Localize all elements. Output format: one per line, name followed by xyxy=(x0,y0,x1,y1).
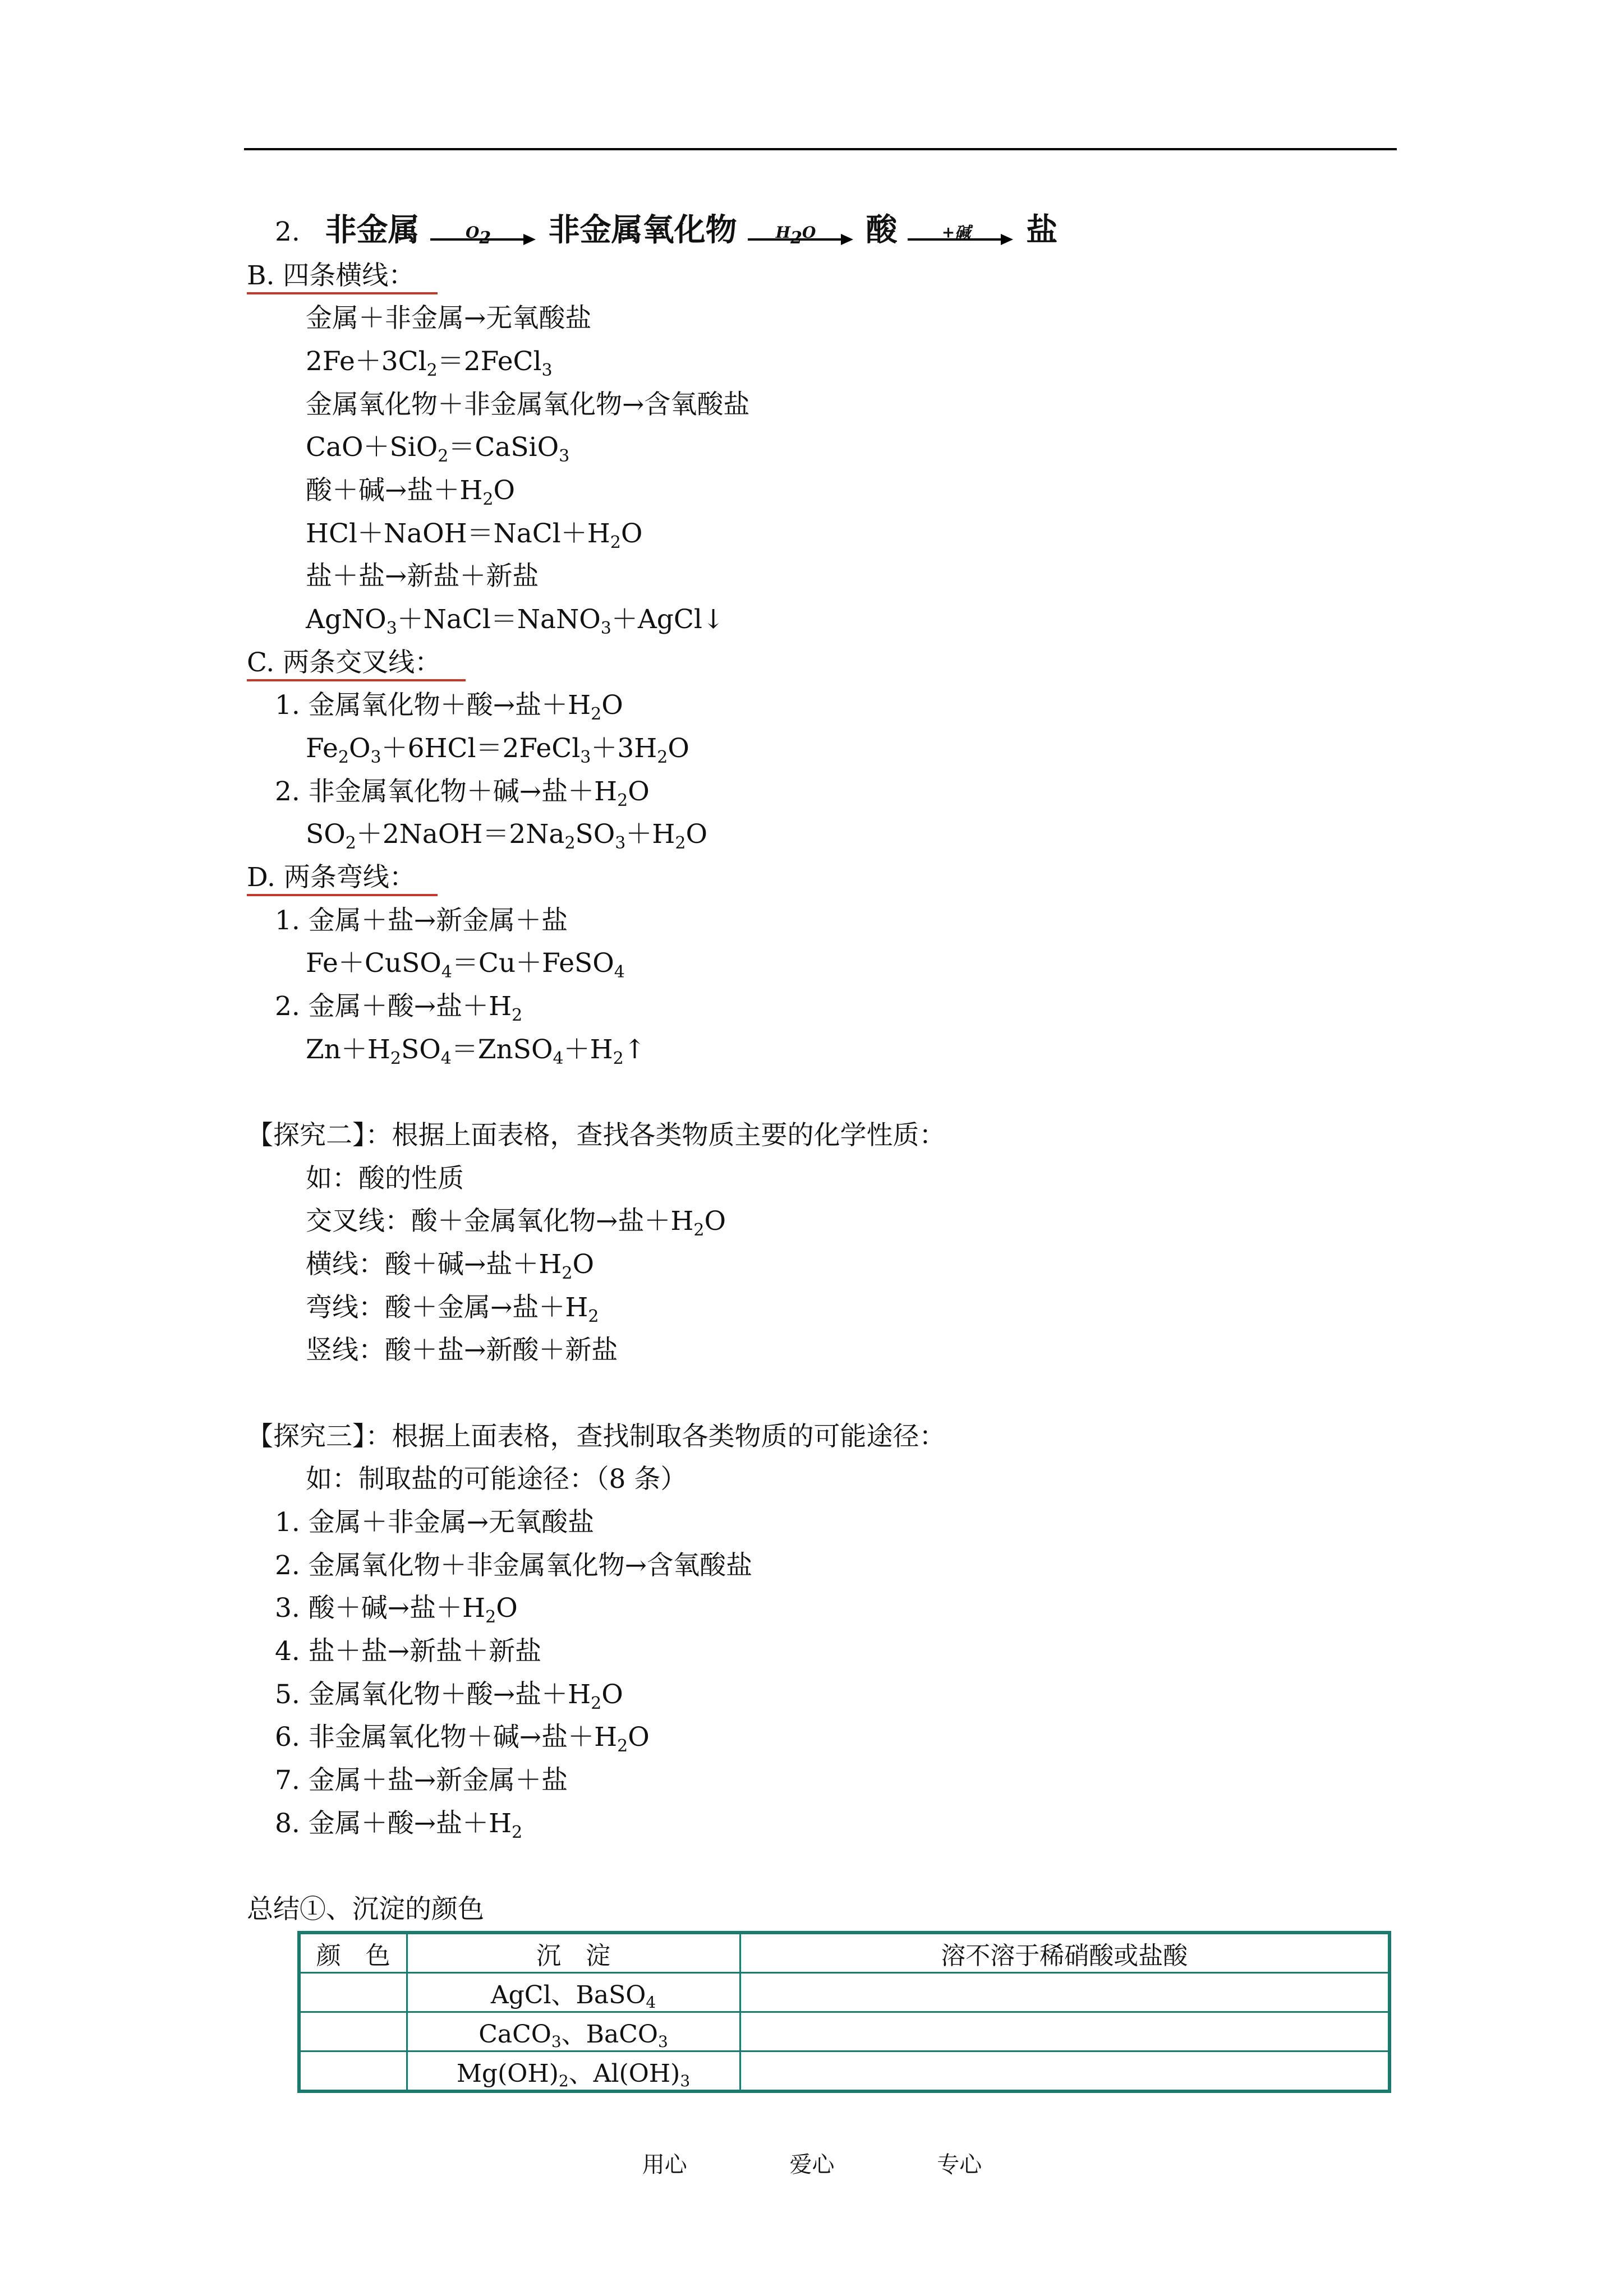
b-eq-4: AgNO$_3$＋NaCl＝NaNO$_3$＋AgCl↓ xyxy=(306,604,725,638)
section-c-underline xyxy=(247,679,466,681)
explore3-item-1: 1. 金属＋非金属→无氧酸盐 xyxy=(275,1507,595,1538)
footer-text-3: 专心 xyxy=(937,2152,982,2178)
explore3-item-4: 4. 盐＋盐→新盐＋新盐 xyxy=(275,1636,542,1667)
table-cell-solubility xyxy=(740,1973,1390,2012)
section-c-title: C. 两条交叉线： xyxy=(247,647,441,678)
table-cell-precipitate: CaCO$_3$、BaCO$_3$ xyxy=(407,2012,740,2051)
flow-salt: 盐 xyxy=(1026,211,1058,248)
b-eq-3: $HCl+NaOH=NaCl+H_2O$ xyxy=(306,518,643,552)
flow-line xyxy=(275,208,1057,255)
c-eq-2: $SO_2+2NaOH=2Na_2SO_3+H_2O$ xyxy=(306,819,708,853)
header-solubility: 溶不溶于稀硝酸或盐酸 xyxy=(740,1933,1390,1973)
d-eq-1: Fe＋CuSO$_4$＝Cu＋FeSO$_4$ xyxy=(306,948,625,982)
flow-nonmetal: 非金属 xyxy=(325,211,420,248)
d-eq-2: $Zn+H_2SO_4=ZnSO_4+H_2↑$ xyxy=(306,1034,646,1068)
flow-nonmetal-oxide: 非金属氧化物 xyxy=(548,211,737,248)
explore3-title: 【探究三】：根据上面表格，查找制取各类物质的可能途径： xyxy=(247,1421,946,1452)
header-rule xyxy=(244,148,1397,150)
table-cell-solubility xyxy=(740,2012,1390,2051)
b-line-1: 金属＋非金属→无氧酸盐 xyxy=(306,303,592,334)
d-item-2: 2. 金属＋酸→盐$+H_2$ xyxy=(275,991,523,1025)
section-d-underline xyxy=(247,894,438,896)
header-color: 颜 色 xyxy=(299,1933,407,1973)
table-cell-color xyxy=(299,2051,407,2092)
explore2-row-2: 交叉线：酸＋金属氧化物→盐$+H_2O$ xyxy=(306,1206,726,1240)
explore3-item-8: 8. 金属＋酸→盐$+H_2$ xyxy=(275,1808,523,1842)
b-line-4: 盐＋盐→新盐＋新盐 xyxy=(306,561,539,592)
explore3-item-2: 2. 金属氧化物＋非金属氧化物→含氧酸盐 xyxy=(275,1550,753,1581)
arrow-base-icon: +碱 xyxy=(905,217,1018,251)
precipitate-table xyxy=(297,1931,1391,2093)
table-cell-precipitate: $Mg(OH)_2$、$Al(OH)_3$ xyxy=(407,2051,740,2092)
b-line-3: 酸＋碱→盐$+H_2O$ xyxy=(306,475,516,509)
footer-text-2: 爱心 xyxy=(789,2152,835,2178)
d-item-1: 1. 金属＋盐→新金属＋盐 xyxy=(275,905,568,936)
section-d-title: D. 两条弯线： xyxy=(247,862,416,893)
flow-acid: 酸 xyxy=(866,211,898,248)
explore2-row-3: 横线：酸＋碱→盐$+H_2O$ xyxy=(306,1249,595,1283)
explore3-item-7: 7. 金属＋盐→新金属＋盐 xyxy=(275,1765,568,1796)
table-row xyxy=(299,2051,1390,2092)
section-b-underline xyxy=(247,292,438,294)
page-footer xyxy=(0,2147,1624,2179)
explore2-row-5: 竖线：酸＋盐→新酸＋新盐 xyxy=(306,1335,618,1366)
table-row xyxy=(299,1973,1390,2012)
b-eq-1: $2Fe+3Cl_2=2FeCl_3$ xyxy=(306,346,553,380)
explore3-intro: 如：制取盐的可能途径：（8 条） xyxy=(306,1464,687,1495)
table-cell-color xyxy=(299,2012,407,2051)
explore3-item-6: 6. 非金属氧化物＋碱→盐$+H_2O$ xyxy=(275,1722,650,1756)
section-b-title: B. 四条横线： xyxy=(247,260,415,291)
arrow-h2o-icon: $H_2O$ xyxy=(746,217,858,251)
c-item-1: 1. 金属氧化物＋酸→盐$+H_2O$ xyxy=(275,690,623,724)
explore3-item-3: 3. 酸＋碱→盐$+H_2O$ xyxy=(275,1593,518,1627)
arrow-o2-icon: $O_2$ xyxy=(428,217,540,251)
b-line-2: 金属氧化物＋非金属氧化物→含氧酸盐 xyxy=(306,389,750,420)
explore2-title: 【探究二】：根据上面表格，查找各类物质主要的化学性质： xyxy=(247,1120,946,1151)
table-header-row xyxy=(299,1933,1390,1973)
c-item-2: 2. 非金属氧化物＋碱→盐$+H_2O$ xyxy=(275,776,650,810)
table-cell-precipitate: AgCl、BaSO$_4$ xyxy=(407,1973,740,2012)
table-row xyxy=(299,2012,1390,2051)
b-eq-2: CaO＋SiO$_2$＝CaSiO$_3$ xyxy=(306,432,570,466)
flow-number: 2. xyxy=(275,216,300,247)
header-precipitate: 沉 淀 xyxy=(407,1933,740,1973)
explore3-item-5: 5. 金属氧化物＋酸→盐$+H_2O$ xyxy=(275,1679,623,1713)
summary-title: 总结①、沉淀的颜色 xyxy=(247,1894,484,1925)
table-cell-color xyxy=(299,1973,407,2012)
c-eq-1: $Fe_2O_3+6HCl=2FeCl_3+3H_2O$ xyxy=(306,733,689,767)
explore2-row-1: 如：酸的性质 xyxy=(306,1163,464,1194)
table-cell-solubility xyxy=(740,2051,1390,2092)
footer-text-1: 用心 xyxy=(642,2152,687,2178)
explore2-row-4: 弯线：酸＋金属→盐$+H_2$ xyxy=(306,1292,599,1326)
